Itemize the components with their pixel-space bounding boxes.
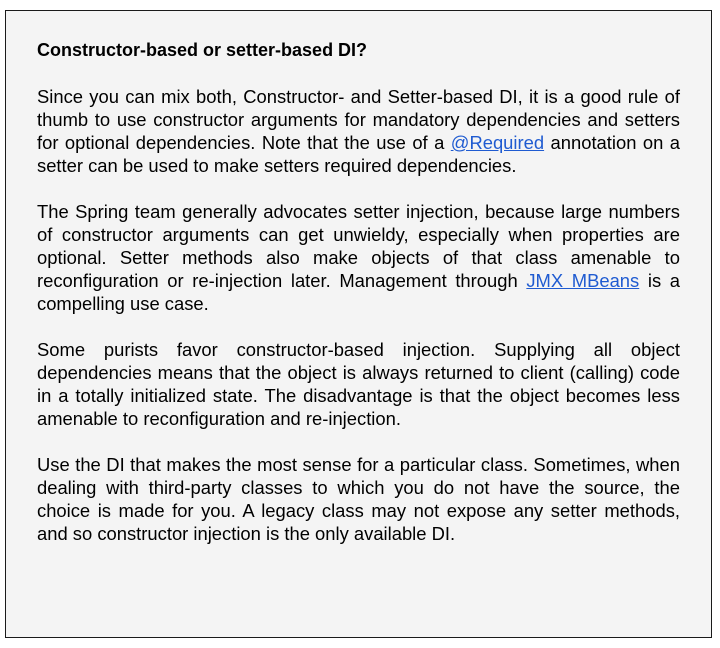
paragraph-mix-both [37, 85, 680, 177]
required-annotation-link[interactable]: @Required [450, 132, 545, 153]
paragraph-text: The Spring team generally advocates setter injection, because large numbers of constructor arguments can get unwieldy, especially when properties are optional. Setter methods also make objects of that class amenable to reconfiguration or re-injection later. Management through [37, 201, 680, 291]
paragraph-text: Since you can mix both, Constructor- and Setter-based DI, it is a good rule of thumb to use constructor arguments for mandatory dependencies and setters for optional dependencies. Note that the use of a [37, 86, 680, 153]
jmx-mbeans-link[interactable]: JMX MBeans [526, 270, 640, 291]
note-title: Constructor-based or setter-based DI? [37, 40, 368, 60]
paragraph-text: is a compelling use case. [37, 270, 681, 314]
paragraph-text: annotation on a setter can be used to make setters required dependencies. [37, 132, 680, 176]
note-box [5, 10, 712, 638]
paragraph-constructor-injection: Some purists favor constructor-based injection. Supplying all object dependencies means that the object is always returned to client (calling) code in a totally initialized state. The disadvantage is that the object becomes less amenable to reconfiguration and re-injection. [37, 339, 680, 429]
paragraph-setter-injection [37, 200, 680, 315]
paragraph-use-di: Use the DI that makes the most sense for a particular class. Sometimes, when dealing with third-party classes to which you do not have the source, the choice is made for you. A legacy class may not expose any setter methods, and so constructor injection is the only available DI. [37, 454, 680, 544]
